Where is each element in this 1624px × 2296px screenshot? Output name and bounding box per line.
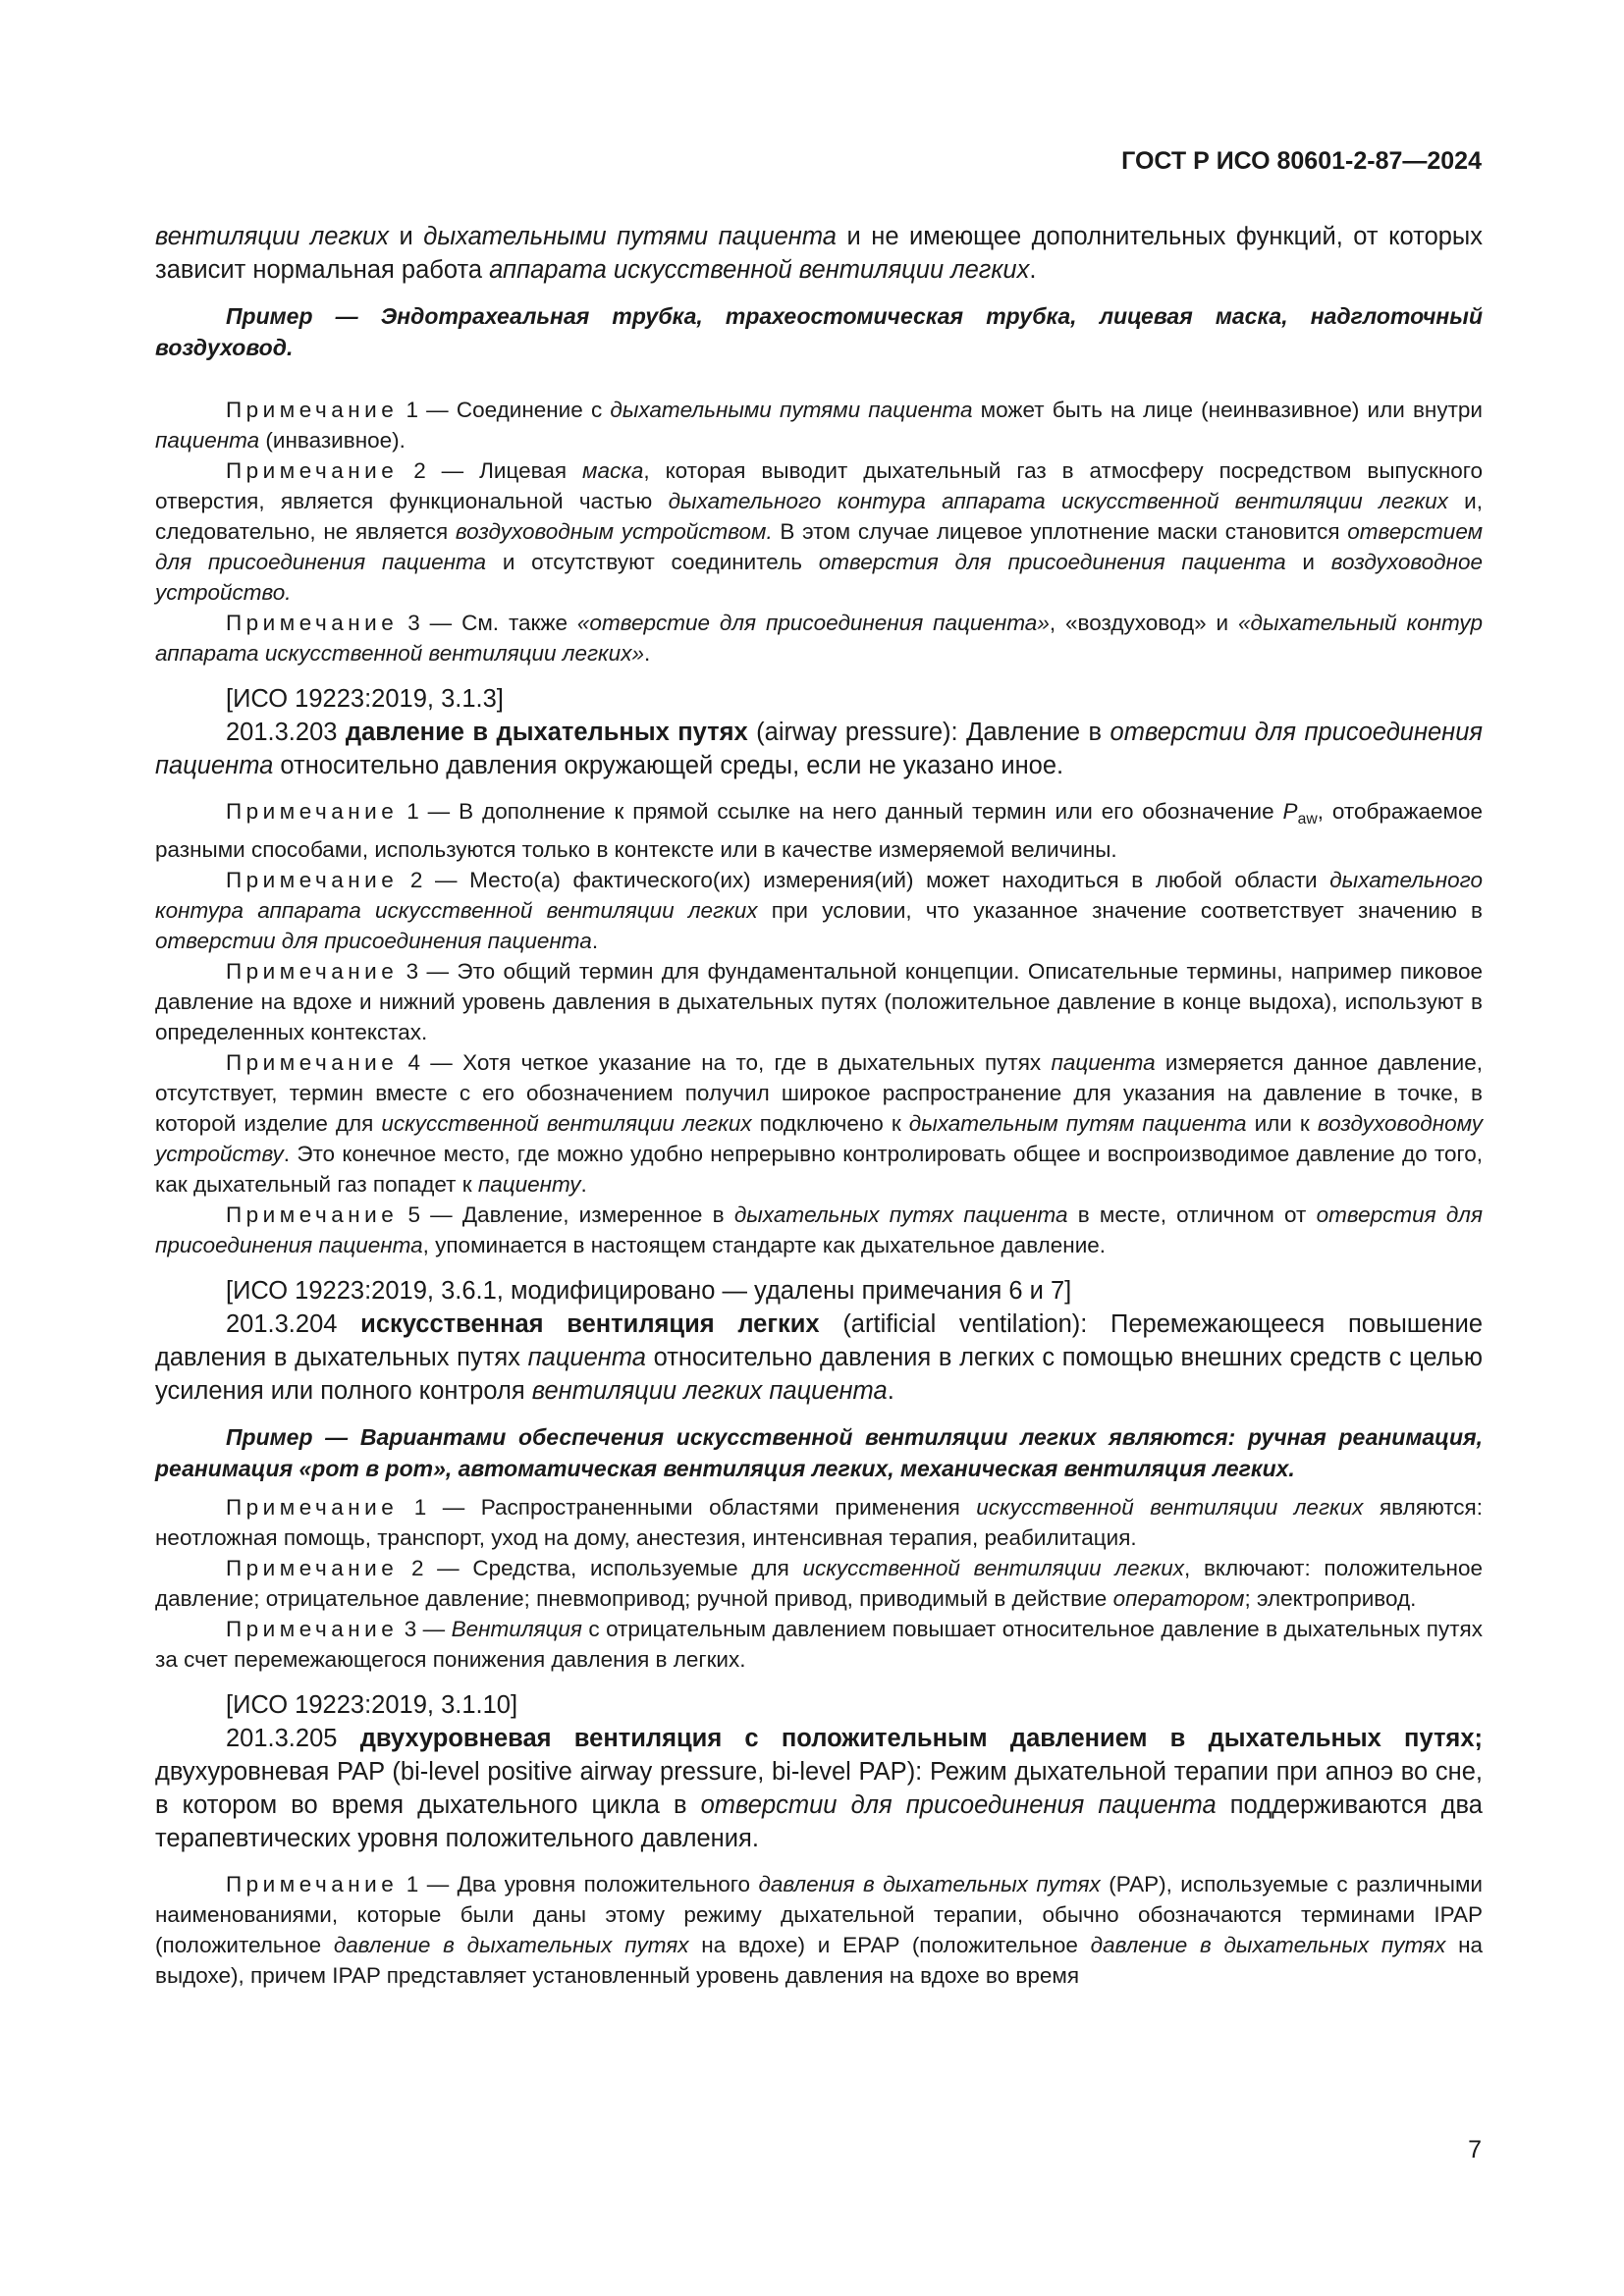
- note-label: Примечание: [226, 1202, 399, 1227]
- text-run: и отсутствуют соединитель: [486, 550, 819, 574]
- text-run: искусственной вентиляции легких: [381, 1111, 752, 1136]
- text-run: Пример — Эндотрахеальная трубка, трахеостомическая трубка, лицевая маска, надглоточный воздуховод.: [155, 303, 1483, 360]
- text-run: 4 — Хотя четкое указание на то, где в дыхательных путях: [407, 1050, 1052, 1075]
- note-1-2: [155, 455, 1483, 608]
- text-run: .: [580, 1172, 587, 1197]
- text-run: при условии, что указанное значение соответствует значению в: [757, 898, 1483, 923]
- note-2-4: [155, 1047, 1483, 1200]
- text-run: .: [1029, 256, 1037, 284]
- text-run: 1 — Два уровня положительного: [406, 1872, 759, 1896]
- text-run: «дыхательный контур аппарата искусственной вентиляции легких»: [155, 611, 1484, 666]
- note-3-3: [155, 1614, 1483, 1675]
- text-run: . Это конечное место, где можно удобно непрерывно контролировать общее и воспроизводимое давление до того, как дыхательный газ попадет к: [155, 1142, 1483, 1197]
- note-3-1: [155, 1492, 1483, 1553]
- example-artificial-ventilation: [155, 1421, 1483, 1484]
- text-run: на выдохе), причем IPAP представляет установленный уровень давления на вдохе во время: [155, 1933, 1484, 1988]
- text-run: дыхательных путях пациента: [733, 1202, 1068, 1227]
- text-run: В этом случае лицевое уплотнение маски становится: [772, 519, 1348, 544]
- note-label: Примечание: [226, 1617, 399, 1641]
- text-run: в месте, отличном от: [1067, 1202, 1317, 1227]
- text-run: и не имеющее дополнительных функций, от которых зависит нормальная работа: [155, 223, 1484, 284]
- text-run: (artificial ventilation): Перемежающееся повышение давления в дыхательных путях: [155, 1310, 1484, 1371]
- text-run: aw: [1297, 811, 1318, 828]
- text-run: или к: [1246, 1111, 1318, 1136]
- note-4-1: [155, 1869, 1483, 1991]
- text-run: 201.3.203: [226, 719, 346, 746]
- reference-iso-3-6-1: [155, 1274, 1483, 1308]
- intro-paragraph: [155, 220, 1483, 287]
- text-run: 2 — Средства, используемые для: [410, 1556, 803, 1580]
- text-run: пациенту: [477, 1172, 581, 1197]
- text-run: отверстии для присоединения пациента: [155, 929, 592, 953]
- text-run: 3 — См. также: [407, 611, 577, 635]
- note-2-3: [155, 956, 1483, 1047]
- text-run: отверстии для присоединения пациента: [700, 1791, 1217, 1819]
- text-run: (PAP), используемые с различными наименованиями, которые были даны этому режиму дыхательной терапии, обычно обозначаются терминами IPAP (положительное: [155, 1872, 1483, 1957]
- text-run: искусственной вентиляции легких: [802, 1556, 1185, 1580]
- text-run: 1 — Распространенными областями применения: [413, 1495, 977, 1520]
- text-run: и: [1285, 550, 1331, 574]
- text-run: маска: [582, 458, 644, 483]
- text-run: 1 — Соединение с: [406, 398, 611, 422]
- text-run: дыхательными путями пациента: [610, 398, 973, 422]
- text-run: 5 — Давление, измеренное в: [407, 1202, 734, 1227]
- text-run: давления в дыхательных путях: [758, 1872, 1101, 1896]
- definition-201-3-203: [155, 716, 1483, 782]
- text-run: , включают: положительное давление; отрицательное давление; пневмопривод; ручной привод, приводимый в действие: [155, 1556, 1483, 1611]
- text-run: искусственная вентиляция легких: [360, 1310, 820, 1338]
- note-label: Примечание: [226, 1050, 399, 1075]
- text-run: на вдохе) и EPAP (положительное: [688, 1933, 1091, 1957]
- text-run: , которая выводит дыхательный газ в атмосферу посредством выпускного отверстия, является функциональной частью: [155, 458, 1483, 513]
- text-run: ; электропривод.: [1244, 1586, 1417, 1611]
- page-number: 7: [1468, 2136, 1482, 2163]
- note-label: Примечание: [226, 1495, 399, 1520]
- text-run: 201.3.204: [226, 1310, 361, 1338]
- text-run: [ИСО 19223:2019, 3.1.3]: [226, 685, 504, 713]
- note-label: Примечание: [226, 959, 399, 984]
- note-label: Примечание: [226, 868, 399, 892]
- text-run: пациента: [1051, 1050, 1156, 1075]
- note-2-2: [155, 865, 1483, 956]
- text-run: воздуховодному устройству: [155, 1111, 1484, 1166]
- text-run: 201.3.205: [226, 1725, 360, 1752]
- text-run: двухуровневая PAP (bi-level positive airway pressure, bi-level PAP): Режим дыхательной терапии при апноэ во сне, в котором во время дыхательного цикла в: [155, 1758, 1483, 1819]
- text-run: отверстия для присоединения пациента: [818, 550, 1286, 574]
- text-run: воздуховодное устройство.: [155, 550, 1483, 605]
- text-run: давление в дыхательных путях: [345, 719, 748, 746]
- text-run: [ИСО 19223:2019, 3.6.1, модифицировано — удалены примечания 6 и 7]: [226, 1277, 1072, 1305]
- text-run: являются: неотложная помощь, транспорт, уход на дому, анестезия, интенсивная терапия, реабилитация.: [155, 1495, 1483, 1550]
- text-run: поддерживаются два терапевтических уровня положительного давления.: [155, 1791, 1483, 1852]
- text-run: давление в дыхательных путях: [333, 1933, 689, 1957]
- text-run: отверстии для присоединения пациента: [155, 719, 1484, 779]
- text-run: .: [887, 1377, 894, 1405]
- text-run: вентиляции легких: [155, 223, 389, 250]
- text-run: , отображаемое разными способами, используются только в контексте или в качестве измеряемой величины.: [155, 799, 1483, 862]
- text-run: вентиляции легких пациента: [531, 1377, 888, 1405]
- text-run: может быть на лице (неинвазивное) или внутри: [972, 398, 1483, 422]
- text-run: Пример — Вариантами обеспечения искусственной вентиляции легких являются: ручная реанимация, реанимация «рот в рот», автоматическая вентиляция легких, механическая вентиляция легких.: [155, 1424, 1483, 1481]
- text-run: 2 — Лицевая: [413, 458, 583, 483]
- text-run: «отверстие для присоединения пациента»: [576, 611, 1050, 635]
- text-run: 3 —: [404, 1617, 452, 1641]
- text-run: дыхательного контура аппарата искусственной вентиляции легких: [155, 868, 1483, 923]
- text-run: относительно давления окружающей среды, если не указано иное.: [273, 752, 1064, 779]
- text-run: и, следовательно, не является: [155, 489, 1484, 544]
- text-run: 2 — Место(а) фактического(их) измерения(ий) может находиться в любой области: [409, 868, 1330, 892]
- note-2-1: [155, 796, 1483, 865]
- note-1-3: [155, 608, 1483, 668]
- note-label: Примечание: [226, 611, 399, 635]
- note-label: Примечание: [226, 1872, 399, 1896]
- text-run: оператором: [1112, 1586, 1245, 1611]
- reference-iso-3-1-10: [155, 1688, 1483, 1722]
- text-run: 3 — Это общий термин для фундаментальной концепции. Описательные термины, например пиковое давление на вдохе и нижний уровень давления в дыхательных путях (положительное давление в конце выдоха), используют в определенных контекстах.: [155, 959, 1483, 1044]
- text-run: и: [388, 223, 424, 250]
- text-run: .: [643, 641, 651, 666]
- text-run: подключено к: [751, 1111, 909, 1136]
- text-run: аппарата искусственной вентиляции легких: [489, 256, 1030, 284]
- text-run: давление в дыхательных путях: [1090, 1933, 1446, 1957]
- text-run: искусственной вентиляции легких: [976, 1495, 1364, 1520]
- document-header: ГОСТ Р ИСО 80601-2-87—2024: [1121, 147, 1482, 175]
- example-endotracheal: [155, 300, 1483, 363]
- text-run: измеряется данное давление, отсутствует, термин вместе с его обозначением получил широкое распространение для указания на давление в точке, в которой изделие для: [155, 1050, 1483, 1136]
- text-run: Вентиляция: [451, 1617, 582, 1641]
- text-run: относительно давления в легких с помощью внешних средств с целью усиления или полного контроля: [155, 1344, 1484, 1405]
- note-label: Примечание: [226, 799, 399, 824]
- definition-201-3-205: [155, 1722, 1483, 1855]
- text-run: пациента: [155, 428, 260, 453]
- text-run: отверстием для присоединения пациента: [155, 519, 1484, 574]
- text-run: дыхательным путям пациента: [908, 1111, 1247, 1136]
- note-label: Примечание: [226, 398, 399, 422]
- text-run: двухуровневая вентиляция с положительным давлением в дыхательных путях;: [359, 1725, 1483, 1752]
- text-run: 1 — В дополнение к прямой ссылке на него данный термин или его обозначение: [406, 799, 1283, 824]
- text-run: (инвазивное).: [259, 428, 406, 453]
- text-run: пациента: [527, 1344, 646, 1371]
- text-run: P: [1282, 799, 1298, 824]
- text-run: .: [591, 929, 599, 953]
- text-run: отверстия для присоединения пациента: [155, 1202, 1483, 1257]
- text-run: дыхательного контура аппарата искусственной вентиляции легких: [668, 489, 1448, 513]
- note-label: Примечание: [226, 1556, 399, 1580]
- text-run: дыхательными путями пациента: [423, 223, 837, 250]
- note-2-5: [155, 1200, 1483, 1260]
- definition-201-3-204: [155, 1308, 1483, 1408]
- text-run: с отрицательным давлением повышает относительное давление в дыхательных путях за счет перемежающегося понижения давления в легких.: [155, 1617, 1483, 1672]
- text-run: , «воздуховод» и: [1049, 611, 1239, 635]
- text-run: воздуховодным устройством.: [455, 519, 773, 544]
- text-run: [ИСО 19223:2019, 3.1.10]: [226, 1691, 518, 1719]
- note-1-1: [155, 395, 1483, 455]
- page-content: [155, 220, 1483, 1991]
- note-label: Примечание: [226, 458, 399, 483]
- text-run: (airway pressure): Давление в: [747, 719, 1110, 746]
- reference-iso-3-1-3: [155, 682, 1483, 716]
- text-run: , упоминается в настоящем стандарте как дыхательное давление.: [422, 1233, 1107, 1257]
- note-3-2: [155, 1553, 1483, 1614]
